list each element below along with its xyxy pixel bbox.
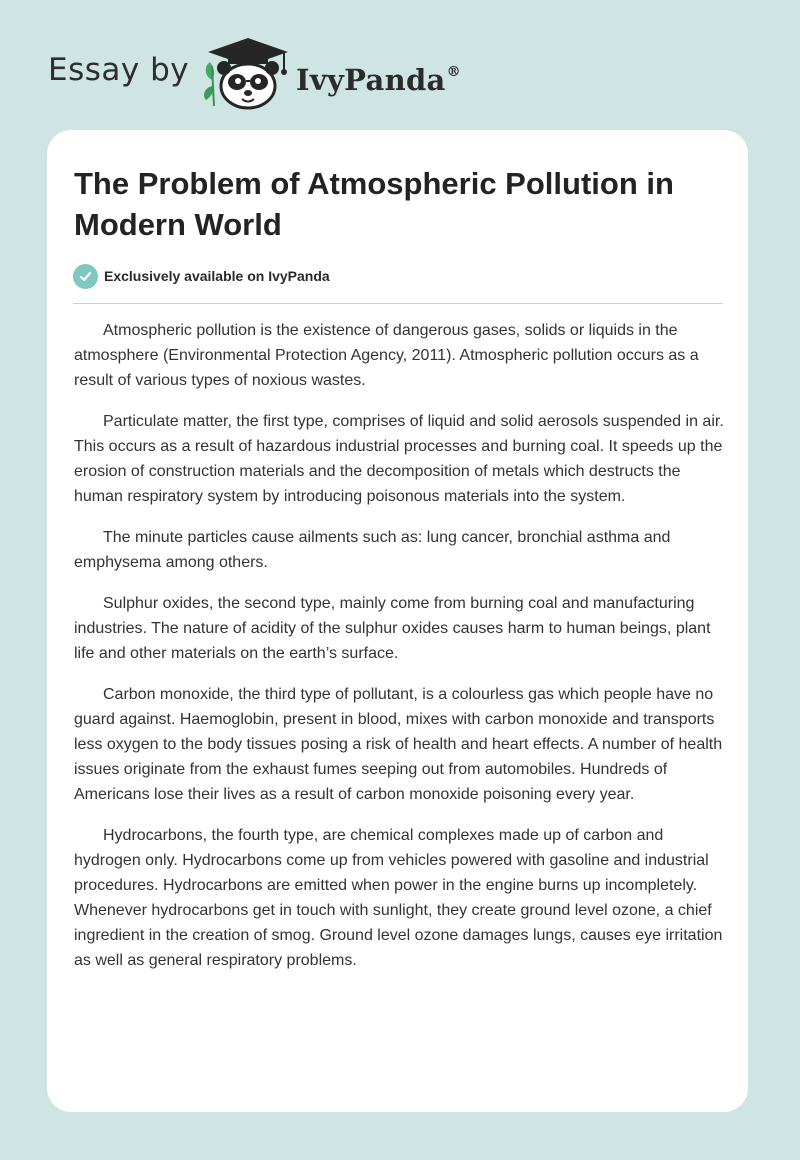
registered-mark: ® <box>446 64 461 80</box>
exclusive-label: Exclusively available on IvyPanda <box>104 268 330 284</box>
paragraph: Hydrocarbons, the fourth type, are chemical complexes made up of carbon and hydrogen only. Hydrocarbons come up from vehicles powered with gasoline and industrial procedures. Hydrocarbons are emitted when power in the engine burns up incompletely. Whenever hydrocarbons get in touch with sunlight, they create ground level ozone, a chief ingredient in the creation of smog. Ground level ozone damages lungs, causes eye irritation as well as general respiratory problems. <box>74 827 723 969</box>
paragraph: Atmospheric pollution is the existence of dangerous gases, solids or liquids in the atmosphere (Environmental Protection Agency, 2011). Atmospheric pollution occurs as a result of various types of noxious wastes. <box>74 322 699 389</box>
essay-body <box>74 318 724 989</box>
brand-logo[interactable] <box>296 52 461 100</box>
page-title: The Problem of Atmospheric Pollution in Modern World <box>74 166 674 242</box>
check-icon <box>73 264 98 289</box>
paragraph: Carbon monoxide, the third type of pollutant, is a colourless gas which people have no guard against. Haemoglobin, present in blood, mixes with carbon monoxide and transports less oxygen to the body tissues posing a risk of health and heart effects. A number of health issues originate from the exhaust fumes seeping out from automobiles. Hundreds of Americans lose their lives as a result of carbon monoxide poisoning every year. <box>74 686 723 803</box>
paragraph: Sulphur oxides, the second type, mainly come from burning coal and manufacturing industries. The nature of acidity of the sulphur oxides causes harm to human beings, plant life and other materials on the earth’s surface. <box>74 595 711 662</box>
essay-by-label: Essay by <box>48 52 190 88</box>
essay-card <box>47 130 748 1112</box>
site-header <box>0 0 800 130</box>
brand-name: IvyPanda <box>296 63 446 97</box>
exclusive-badge <box>73 263 330 289</box>
divider <box>73 303 723 304</box>
paragraph: Particulate matter, the first type, comprises of liquid and solid aerosols suspended in air. This occurs as a result of hazardous industrial processes and burning coal. It speeds up the erosion of construction materials and the decomposition of metals which destructs the human respiratory system by introducing poisonous materials into the system. <box>74 413 724 505</box>
panda-graduate-icon[interactable] <box>198 36 290 110</box>
paragraph: The minute particles cause ailments such as: lung cancer, bronchial asthma and emphysema among others. <box>74 529 671 571</box>
